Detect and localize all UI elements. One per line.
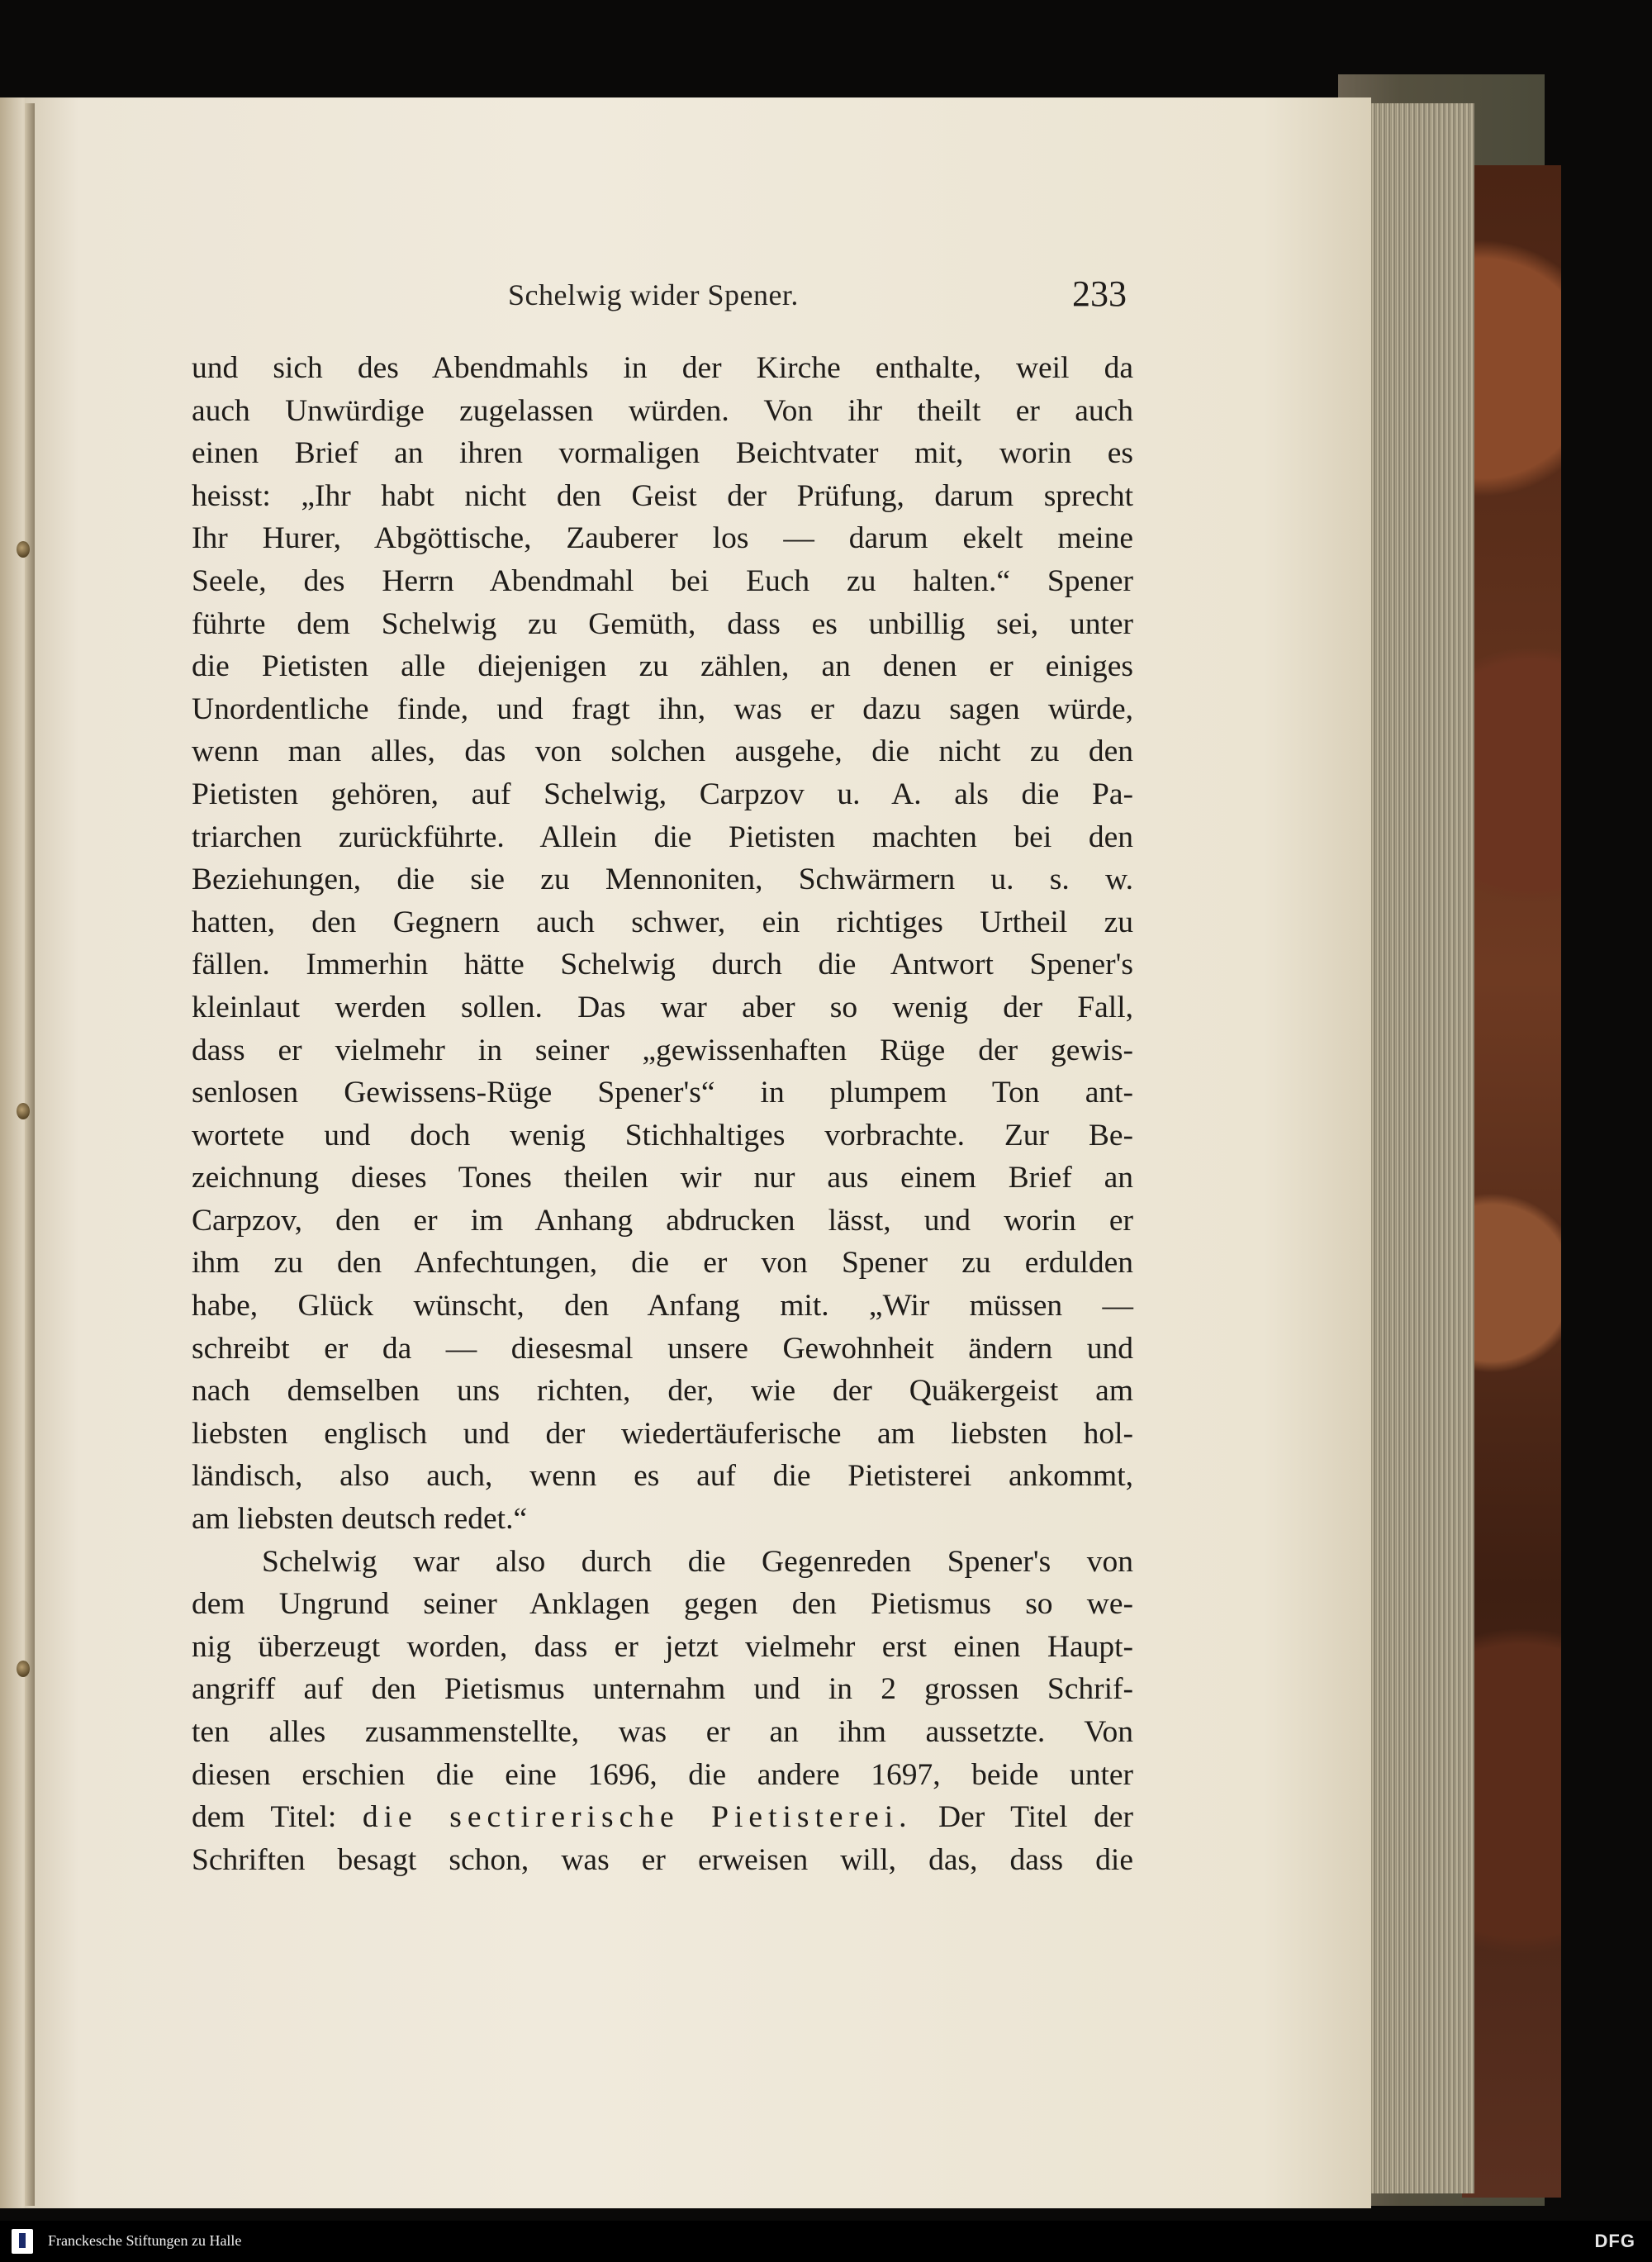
text-line-with-title <box>192 1796 1133 1839</box>
text-line: fällen. Immerhin hätte Schelwig durch die Antwort Spener's <box>192 948 1133 982</box>
viewer-footer <box>0 2221 1652 2262</box>
binding-stitch <box>17 1661 30 1677</box>
binding-stitch <box>17 541 30 558</box>
running-title: Schelwig wider Spener. <box>508 278 799 311</box>
text-line: ihm zu den Anfechtungen, die er von Spener zu erdulden <box>192 1246 1133 1281</box>
text-line: senlosen Gewissens-Rüge Spener's“ in plumpem Ton ant- <box>192 1076 1133 1110</box>
text-fragment: Der Titel der <box>912 1800 1133 1835</box>
text-line: dem Ungrund seiner Anklagen gegen den Pietismus so we- <box>192 1587 1133 1622</box>
text-line: angriff auf den Pietismus unternahm und in 2 grossen Schrif- <box>192 1672 1133 1707</box>
text-line: und sich des Abendmahls in der Kirche enthalte, weil da <box>192 351 1133 385</box>
institution-logo-icon <box>12 2229 33 2254</box>
text-line: einen Brief an ihren vormaligen Beichtvater mit, worin es <box>192 436 1133 471</box>
institution-name: Franckesche Stiftungen zu Halle <box>48 2232 242 2249</box>
text-line: hatten, den Gegnern auch schwer, ein richtiges Urtheil zu <box>192 905 1133 939</box>
text-line: Ihr Hurer, Abgöttische, Zauberer los — darum ekelt meine <box>192 521 1133 556</box>
text-line: dass er vielmehr in seiner „gewissenhaften Rüge der gewis- <box>192 1033 1133 1067</box>
text-line: wenn man alles, das von solchen ausgehe, die nicht zu den <box>192 734 1133 769</box>
text-fragment: dem Titel: <box>192 1800 363 1835</box>
text-line: Unordentliche finde, und fragt ihn, was er dazu sagen würde, <box>192 691 1133 726</box>
text-line: zeichnung dieses Tones theilen wir nur aus einem Brief an <box>192 1161 1133 1195</box>
text-line: am liebsten deutsch redet.“ <box>192 1502 528 1537</box>
text-line: kleinlaut werden sollen. Das war aber so wenig der Fall, <box>192 990 1133 1024</box>
text-line: führte dem Schelwig zu Gemüth, dass es unbillig sei, unter <box>192 606 1133 641</box>
page-edges <box>1371 103 1474 2193</box>
text-line: auch Unwürdige zugelassen würden. Von ihr theilt er auch <box>192 393 1133 428</box>
text-line: nig überzeugt worden, dass er jetzt vielmehr erst einen Haupt- <box>192 1629 1133 1664</box>
running-head <box>0 273 1652 327</box>
text-line: wortete und doch wenig Stichhaltiges vorbrachte. Zur Be- <box>192 1118 1133 1152</box>
text-line: liebsten englisch und der wiedertäuferische am liebsten hol- <box>192 1416 1133 1451</box>
text-line: Carpzov, den er im Anhang abdrucken lässt, und worin er <box>192 1203 1133 1238</box>
page-number: 233 <box>1072 273 1127 314</box>
text-line: Beziehungen, die sie zu Mennoniten, Schwärmern u. s. w. <box>192 863 1133 897</box>
text-line: ten alles zusammenstellte, was er an ihm aussetzte. Von <box>192 1715 1133 1749</box>
text-line: habe, Glück wünscht, den Anfang mit. „Wir müssen — <box>192 1289 1133 1323</box>
text-line: Pietisten gehören, auf Schelwig, Carpzov u. A. als die Pa- <box>192 777 1133 811</box>
text-line: die Pietisten alle diejenigen zu zählen, an denen er einiges <box>192 649 1133 684</box>
text-line: schreibt er da — diesesmal unsere Gewohnheit ändern und <box>192 1331 1133 1366</box>
spaced-book-title: die sectirerische Pietisterei. <box>362 1800 913 1835</box>
text-line: diesen erschien die eine 1696, die andere 1697, beide unter <box>192 1757 1133 1792</box>
body-text <box>192 347 1133 1881</box>
gutter <box>25 103 35 2206</box>
dfg-logo: DFG <box>1594 2231 1635 2251</box>
binding-stitch <box>17 1103 30 1119</box>
text-line: Seele, des Herrn Abendmahl bei Euch zu halten.“ Spener <box>192 563 1133 598</box>
marbled-cover <box>1462 165 1561 2198</box>
text-line: heisst: „Ihr habt nicht den Geist der Prüfung, darum sprecht <box>192 478 1133 513</box>
text-line: Schriften besagt schon, was er erweisen will, das, dass die <box>192 1842 1133 1877</box>
text-line: ländisch, also auch, wenn es auf die Pietisterei ankommt, <box>192 1459 1133 1494</box>
paragraph-start-line: Schelwig war also durch die Gegenreden Spener's von <box>262 1544 1133 1579</box>
text-line: nach demselben uns richten, der, wie der Quäkergeist am <box>192 1374 1133 1409</box>
text-line: triarchen zurückführte. Allein die Pietisten machten bei den <box>192 820 1133 854</box>
